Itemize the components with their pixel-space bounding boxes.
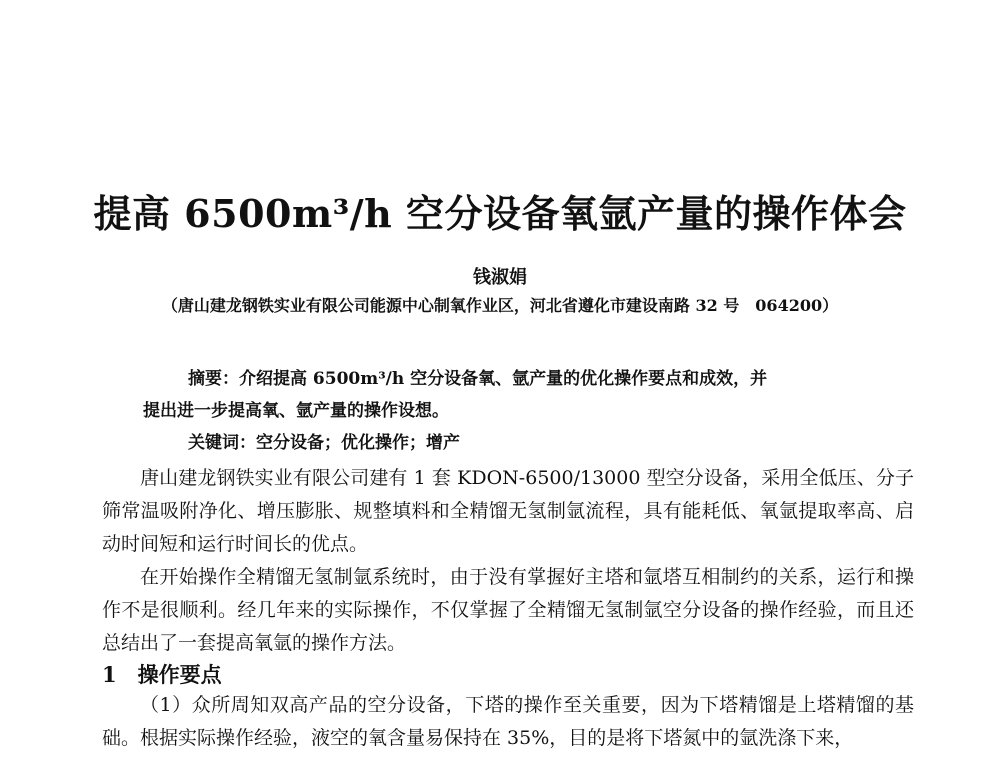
author-affiliation: （唐山建龙钢铁实业有限公司能源中心制氧作业区，河北省遵化市建设南路 32 号 064200） (161, 296, 839, 315)
section-heading (102, 659, 222, 689)
section-paragraph: （1）众所周知双高产品的空分设备，下塔的操作至关重要，因为下塔精馏是上塔精馏的基础。根据实际操作经验，液空的氧含量易保持在 35%，目的是将下塔氮中的氩洗涤下来， (102, 694, 914, 749)
body-paragraph-2: 在开始操作全精馏无氢制氩系统时，由于没有掌握好主塔和氩塔互相制约的关系，运行和操作不是很顺利。经几年来的实际操作，不仅掌握了全精馏无氢制氩空分设备的操作经验，而且还总结出了一套提高氧氩的操作方法。 (102, 566, 914, 654)
body-paragraph-1: 唐山建龙钢铁实业有限公司建有 1 套 KDON-6500/13000 型空分设备，采用全低压、分子筛常温吸附净化、增压膨胀、规整填料和全精馏无氢制氩流程，具有能耗低、氧氩提取率高、启动时间短和运行时间长的优点。 (102, 467, 914, 555)
abstract-line-2: 提出进一步提高氧、氩产量的操作设想。 (143, 401, 449, 421)
author-name: 钱淑娟 (473, 267, 527, 288)
section-number: 1 (102, 662, 117, 687)
keywords: 关键词：空分设备；优化操作；增产 (188, 433, 460, 453)
paper-title: 提高 6500m³/h 空分设备氧氩产量的操作体会 (93, 191, 907, 236)
section-title: 操作要点 (137, 662, 222, 687)
abstract-line-1: 摘要：介绍提高 6500m³/h 空分设备氧、氩产量的优化操作要点和成效，并 (188, 369, 768, 389)
